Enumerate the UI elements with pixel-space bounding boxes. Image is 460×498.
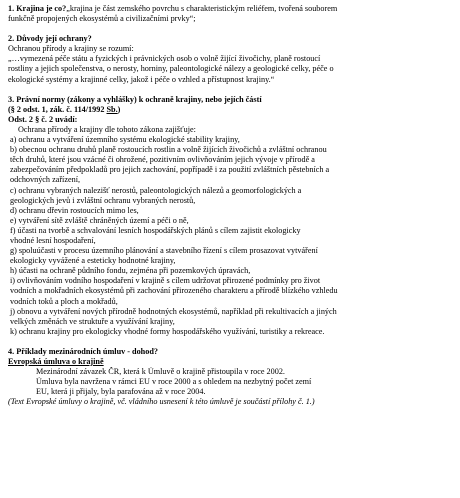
law-ref-suffix: ) <box>117 104 121 114</box>
section-3-paragraph-ref: Odst. 2 § č. 2 uvádí: <box>8 114 78 124</box>
list-item: d) ochranu dřevin rostoucích mimo les, <box>10 205 139 215</box>
list-item: h) účasti na ochraně půdního fondu, zejména při pozemkových úpravách, <box>10 266 251 276</box>
section-2-line: Ochranou přírody a krajiny se rozumí: <box>8 44 134 54</box>
list-item: g) spoluúčasti v procesu územního plánování a stavebního řízení s cílem prosazovat vytváření <box>10 246 318 256</box>
list-item-cont: vhodné lesní hospodaření, <box>10 235 96 245</box>
section-3-heading: 3. Právní normy (zákony a vyhlášky) k ochraně krajiny, nebo jejích částí <box>8 94 262 104</box>
list-item: c) ochranu vybraných nalezišť nerostů, paleontologických nálezů a geomorfologických a <box>10 185 302 195</box>
section-4-subheading: Evropská úmluva o krajině <box>8 357 104 366</box>
list-item: k) ochranu krajiny pro ekologicky vhodné formy hospodářského využívání, turistiky a rekreace. <box>10 326 325 336</box>
list-item-cont: ekologicky vyvážené a esteticky hodnotné krajiny, <box>10 256 176 266</box>
section-3-law-ref <box>8 105 454 115</box>
law-ref-prefix: (§ 2 odst. 1, zák. č. 114/1992 <box>8 104 107 114</box>
list-item-cont: odchovných zařízení, <box>10 175 81 185</box>
law-ref-collection: Sb. <box>106 104 118 114</box>
list-item: f) účasti na tvorbě a schvalování lesních hospodářských plánů s cílem zajistit ekologicky <box>10 225 301 235</box>
section-2-line: ekologické systémy a krajinné celky, jakož i péče o vzhled a přístupnost krajiny.“ <box>8 74 275 84</box>
section-2-line: rostliny a jejich společenstva, o nerosty, horniny, paleontologické nálezy a geologické celky, péče o <box>8 64 334 74</box>
section-2-heading: 2. Důvody její ochrany? <box>8 34 92 44</box>
list-item: a) ochranu a vytváření územního systému ekologické stability krajiny, <box>10 135 240 145</box>
section-4-line: Úmluva byla navržena v rámci EU v roce 2000 a s ohledem na nezbytný počet zemí <box>36 377 312 387</box>
list-item-cont: vodních toků a ploch a mokřadů, <box>10 296 118 306</box>
section-4-note: (Text Evropské úmluvy o krajině, vč. vládního usnesení k této úmluvě je součástí přílohy č. 1.) <box>8 397 315 407</box>
section-2-line: „…vymezená péče státu a fyzických i právnických osob o volně žijící živočichy, planě rostoucí <box>8 54 321 64</box>
list-item-cont: těch druhů, které jsou vzácné či ohrožené, pozitivním ovlivňováním jejich vývoje v přírodě a <box>10 155 315 165</box>
list-item: j) obnovu a vytváření nových přírodně hodnotných ekosystémů, například při rekultivacích a jiných <box>10 306 337 316</box>
section-3-intro: Ochrana přírody a krajiny dle tohoto zákona zajišťuje: <box>18 124 196 134</box>
section-1-text-b: funkčně propojených ekosystémů a civilizačními prvky“; <box>8 14 196 24</box>
list-item: i) ovlivňováním vodního hospodaření v krajině s cílem udržovat přirozené podmínky pro život <box>10 276 321 286</box>
section-3-list <box>8 135 454 337</box>
list-item-cont: geologických jevů i zvláštní ochranu vybraných nerostů, <box>10 195 196 205</box>
section-4-line: Mezinárodní závazek ČR, která k Úmluvě o krajině přistoupila v roce 2002. <box>36 367 285 377</box>
section-1-text-a: „krajina je část zemského povrchu s charakteristickým reliéfem, tvořená souborem <box>66 4 338 13</box>
section-4-heading: 4. Příklady mezinárodních úmluv - dohod? <box>8 346 158 356</box>
list-item-cont: vodních a mokřadních ekosystémů při zachování přirozeného charakteru a přírodě blízkého vzhledu <box>10 286 338 296</box>
list-item-cont: velkých změnách ve struktuře a využívání krajiny, <box>10 316 175 326</box>
section-1-line-1 <box>8 4 454 14</box>
list-item: b) obecnou ochranu druhů planě rostoucích rostlin a volně žijících živočichů a zvláštní ochranou <box>10 145 327 155</box>
section-4-line: EU, která ji přijaly, byla parafována až v roce 2004. <box>36 387 206 397</box>
list-item: e) vytváření sítě zvláště chráněných území a péči o ně, <box>10 215 189 225</box>
section-1-heading: 1. Krajina je co? <box>8 4 67 13</box>
list-item-cont: zabezpečováním předpokladů pro jejich zachování, popřípadě i za použití zvláštních pěstebních a <box>10 165 330 175</box>
